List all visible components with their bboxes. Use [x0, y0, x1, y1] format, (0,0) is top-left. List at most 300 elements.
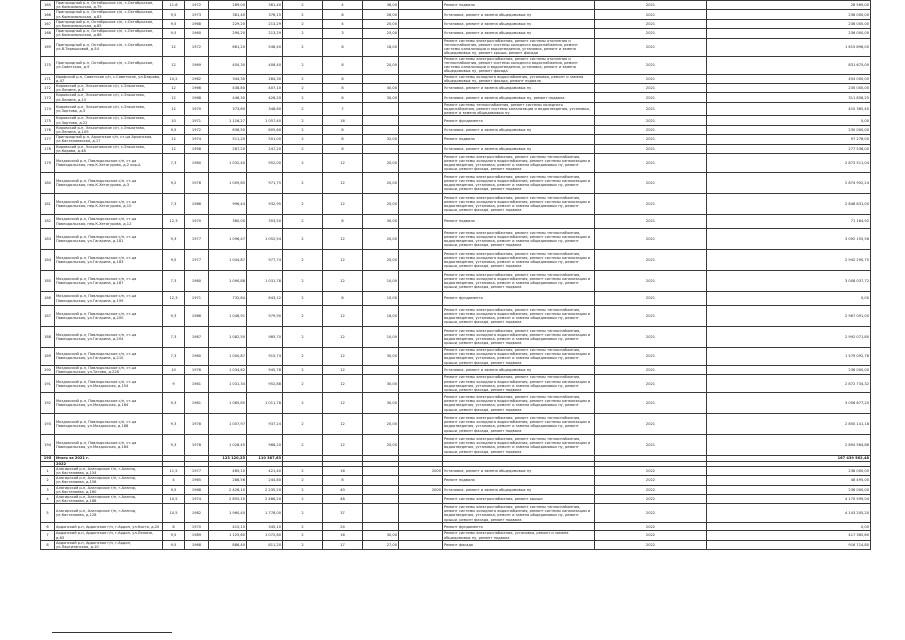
cost-cell: 48 495,00 — [707, 476, 871, 485]
floors-cell: 2 — [283, 215, 323, 229]
aux-cell — [399, 154, 443, 173]
work-type-cell: Ремонт системы электроснабжения, ремонт системы теплоснабжения, ремонт системы холодного водоснабжения, ремонт системы канализации и водоотведения, установка, ремонт и замена общедомовых пу, ремонт крыши, ремонт фасада, ремонт подвала — [443, 173, 595, 194]
work-type-cell: Ремонт системы холодного водоснабжения, установка, ремонт и замена общедомовых пу, ремонт фасада, ремонт подвала — [443, 74, 595, 83]
apartments-cell: 24 — [323, 523, 363, 531]
address-cell: Алагирский р-н, Алагирское г/п, г.Алагир, ул.Кастанаева, д.188 — [55, 494, 163, 503]
cost-cell: 3 056 677,20 — [707, 393, 871, 414]
table-row — [41, 271, 871, 292]
living-area-cell: 408,40 — [247, 56, 283, 74]
apartments-cell: 12 — [323, 365, 363, 374]
row-number: 175 — [41, 116, 55, 125]
total-area-cell: 344,30 — [209, 74, 247, 83]
cost-cell: 0,00 — [707, 116, 871, 125]
row-number: 169 — [41, 38, 55, 56]
percent-cell: 16,00 — [363, 306, 399, 327]
apartments-cell: 8 — [323, 74, 363, 83]
table-row — [41, 135, 871, 144]
percent-cell: 30,00 — [363, 348, 399, 366]
work-type-cell: Ремонт системы электроснабжения, ремонт системы теплоснабжения, ремонт системы холодного водоснабжения, ремонт системы канализации и водоотведения, установка, ремонт и замена общедомовых пу, ремонт крыши, ремонт фасада, ремонт подвала — [443, 194, 595, 215]
address-cell: Моздокский р-н, Павлодольское с/п, ст-ца Павлодольская, ул.Гагарина, д.181 — [55, 229, 163, 250]
apartments-cell: 12 — [323, 194, 363, 215]
row-number: 6 — [41, 523, 55, 531]
total-area-cell: 1 009,65 — [209, 173, 247, 194]
percent-cell: 20,00 — [363, 229, 399, 250]
floors-cell: 2 — [283, 74, 323, 83]
apartments-cell: 8 — [323, 56, 363, 74]
year-built-cell: 1978 — [185, 414, 209, 435]
year-built-cell: 1969 — [185, 56, 209, 74]
year-built-cell: 1976 — [185, 365, 209, 374]
address-cell: Кировский р-н, Эльхотовское с/п, с.Эльхотово, ул.Зортова, д.3 — [55, 102, 163, 116]
wear-cell: 7,3 — [163, 327, 185, 348]
plan-year-cell: 2022 — [595, 523, 707, 531]
floors-cell: 2 — [283, 19, 323, 28]
row-number: 193 — [41, 414, 55, 435]
year-built-cell: 1962 — [185, 74, 209, 83]
aux-cell — [399, 10, 443, 19]
cost-cell: 916 714,80 — [707, 540, 871, 549]
floors-cell: 2 — [283, 173, 323, 194]
floors-cell: 2 — [283, 84, 323, 93]
aux-cell — [399, 102, 443, 116]
plan-year-cell: 2021 — [595, 154, 707, 173]
total-area-cell: 1 032,40 — [209, 154, 247, 173]
aux-cell — [399, 93, 443, 102]
total-area-cell: 1 960,40 — [209, 504, 247, 523]
floors-cell: 2 — [283, 435, 323, 456]
row-number: 168 — [41, 29, 55, 38]
total-cost-sum: 167 439 562,48 — [707, 456, 871, 461]
percent-cell: 20,00 — [363, 19, 399, 28]
floors-cell: 2 — [283, 56, 323, 74]
living-area-cell: 244,80 — [247, 476, 283, 485]
cost-cell: 236 000,00 — [707, 19, 871, 28]
plan-year-cell: 2021 — [595, 144, 707, 153]
apartments-cell: 8 — [323, 38, 363, 56]
work-type-cell: Ремонт системы электроснабжения, ремонт системы теплоснабжения, ремонт системы холодного водоснабжения, ремонт системы канализации и водоотведения, установка, ремонт и замена общедомовых пу, ремонт крыши, ремонт фасада, ремонт подвала — [443, 154, 595, 173]
table-row — [41, 215, 871, 229]
year-built-cell: 1981 — [185, 393, 209, 414]
living-area-cell: 348,60 — [247, 102, 283, 116]
cost-cell: 2 992 071,80 — [707, 327, 871, 348]
address-cell: Ардонский р-н, Ардонское г/п, г.Ардон, ул.Партизанская, д.10 — [55, 540, 163, 549]
year-built-cell: 1989 — [185, 531, 209, 540]
living-area-cell: 811,20 — [247, 540, 283, 549]
aux-cell — [399, 435, 443, 456]
cost-cell: 71 164,92 — [707, 215, 871, 229]
total-area-cell: 996,44 — [209, 194, 247, 215]
table-row — [41, 116, 871, 125]
plan-year-cell: 2021 — [595, 93, 707, 102]
total-area-cell: 1 116,27 — [209, 116, 247, 125]
row-number: 189 — [41, 348, 55, 366]
address-cell: Пригородный р-н, Октябрьское с/п, с.Октябрьское, ул.Комсомольская, д.85 — [55, 19, 163, 28]
address-cell: Моздокский р-н, Павлодольское с/п, ст-ца Павлодольская, ул.Моздокская, д.164 — [55, 435, 163, 456]
year-built-cell: 1980 — [185, 154, 209, 173]
living-area-cell: 1 072,60 — [247, 531, 283, 540]
table-row — [41, 485, 871, 494]
year-built-cell: 1986 — [185, 306, 209, 327]
total-area-cell: 1 096,47 — [209, 229, 247, 250]
aux-cell — [399, 476, 443, 485]
plan-year-cell: 2021 — [595, 10, 707, 19]
cost-cell: 410 365,40 — [707, 102, 871, 116]
plan-year-cell: 2021 — [595, 375, 707, 393]
wear-cell: 12 — [163, 144, 185, 153]
plan-year-cell: 2022 — [595, 494, 707, 503]
wear-cell: 9,5 — [163, 485, 185, 494]
row-number: 187 — [41, 306, 55, 327]
wear-cell: 8 — [163, 523, 185, 531]
year-built-cell: 1966 — [185, 84, 209, 93]
table-row — [41, 229, 871, 250]
cost-cell: 236 000,00 — [707, 29, 871, 38]
percent-cell: 30,00 — [363, 531, 399, 540]
total-area-cell: 732,84 — [209, 292, 247, 306]
plan-year-cell: 2021 — [595, 56, 707, 74]
year-built-cell: 1968 — [185, 93, 209, 102]
year-built-cell: 1978 — [185, 435, 209, 456]
percent-cell: 20,00 — [363, 194, 399, 215]
cost-cell: 230 000,00 — [707, 84, 871, 93]
address-cell: Моздокский р-н, Павлодольское с/п, ст-ца Павлодольская, ул.Гагарина, д.200 — [55, 306, 163, 327]
living-area-cell: 952,88 — [247, 375, 283, 393]
wear-cell: 11.6 — [163, 1, 185, 10]
table-row — [41, 414, 871, 435]
living-area-cell: 1 052,54 — [247, 229, 283, 250]
apartments-cell: 16 — [323, 531, 363, 540]
work-type-cell: Ремонт фасада — [443, 540, 595, 549]
year-built-cell: 1974 — [185, 494, 209, 503]
plan-year-cell: 2022 — [595, 476, 707, 485]
cost-cell: 4 170 599,04 — [707, 494, 871, 503]
apartments-cell: 12 — [323, 229, 363, 250]
percent-cell: 20,00 — [363, 173, 399, 194]
year-built-cell: 1982 — [185, 504, 209, 523]
year-built-cell: 1970 — [185, 215, 209, 229]
cost-cell: 3 008 037,72 — [707, 271, 871, 292]
total-area-cell: 511,20 — [209, 135, 247, 144]
address-cell: Моздокский р-н, Павлодольское с/п, ст-ца Павлодольская, пер.К.Хетагурова, д.10 — [55, 194, 163, 215]
total-area-cell: 373,60 — [209, 102, 247, 116]
apartments-cell: 12 — [323, 154, 363, 173]
cost-cell: 2 850 141,18 — [707, 414, 871, 435]
cost-cell: 97 276,00 — [707, 135, 871, 144]
row-number: 195 — [41, 456, 55, 461]
row-number: 7 — [41, 531, 55, 540]
apartments-cell: 12 — [323, 393, 363, 414]
floors-cell: 2 — [283, 348, 323, 366]
floors-cell: 2 — [283, 10, 323, 19]
row-number: 5 — [41, 504, 55, 523]
total-area-cell: 636,50 — [209, 125, 247, 134]
work-type-cell: Установка, ремонт и замена общедомовых пу — [443, 19, 595, 28]
floors-cell: 2 — [283, 154, 323, 173]
cost-cell: 236 000,00 — [707, 365, 871, 374]
percent-cell: 30,00 — [363, 375, 399, 393]
address-cell: Пригородный р-н, Октябрьское с/п, с.Октябрьское, ул.Комсомольская, д.86 — [55, 29, 163, 38]
year-built-cell: 1968 — [185, 19, 209, 28]
wear-cell: 7,3 — [163, 348, 185, 366]
row-number: 183 — [41, 229, 55, 250]
wear-cell: 9,3 — [163, 306, 185, 327]
aux-cell — [399, 125, 443, 134]
percent-cell: 36,00 — [363, 1, 399, 10]
work-type-cell: Ремонт системы электроснабжения, ремонт системы теплоснабжения, ремонт системы холодного водоснабжения, ремонт системы канализации и водоотведения, установка, ремонт и замена общедомовых пу, ремонт крыши, ремонт фасада, ремонт подвала — [443, 250, 595, 271]
plan-year-cell: 2021 — [595, 348, 707, 366]
address-cell: Пригородный р-н, Октябрьское с/п, с.Октябрьское, ул.Комсомольская, д.83 — [55, 10, 163, 19]
aux-cell — [399, 74, 443, 83]
floors-cell: 2 — [283, 125, 323, 134]
table-row — [41, 250, 871, 271]
wear-cell: 9,5 — [163, 250, 185, 271]
address-cell: Кировский р-н, Эльхотовское с/п, с.Эльхотово, ул.Кирова, д.48 — [55, 144, 163, 153]
wear-cell: 9,3 — [163, 435, 185, 456]
year-built-cell: 1958 — [185, 144, 209, 153]
work-type-cell: Установка, ремонт и замена общедомовых пу — [443, 466, 595, 475]
wear-cell: 9,3 — [163, 393, 185, 414]
aux-cell: 2000 — [399, 485, 443, 494]
aux-cell — [399, 494, 443, 503]
aux-cell — [399, 271, 443, 292]
year-built-cell: 1965 — [185, 476, 209, 485]
address-cell: Моздокский р-н, Павлодольское с/п, ст-ца Павлодольская, ул.Моздокская, д.168 — [55, 414, 163, 435]
table-row — [41, 29, 871, 38]
row-number: 4 — [41, 494, 55, 503]
apartments-cell: 12 — [323, 435, 363, 456]
address-cell: Моздокский р-н, Павлодольское с/п, ст-ца Павлодольская, пер.К.Хетагурова, д.3 — [55, 173, 163, 194]
year-built-cell: 1973 — [185, 10, 209, 19]
aux-cell — [399, 135, 443, 144]
apartments-cell: 12 — [323, 250, 363, 271]
percent-cell: 18,00 — [363, 38, 399, 56]
aux-cell — [399, 56, 443, 74]
living-area-cell: 213,29 — [247, 19, 283, 28]
table-row — [41, 10, 871, 19]
row-number: 190 — [41, 365, 55, 374]
floors-cell: 2 — [283, 116, 323, 125]
aux-cell — [399, 84, 443, 93]
living-area-cell: 353,50 — [247, 215, 283, 229]
total-area-cell: 381,40 — [209, 10, 247, 19]
aux-cell — [399, 375, 443, 393]
plan-year-cell: 2021 — [595, 74, 707, 83]
year-built-cell: 1987 — [185, 327, 209, 348]
living-area-cell: 1 031,78 — [247, 271, 283, 292]
wear-cell: 12,3 — [163, 292, 185, 306]
table-row — [41, 74, 871, 83]
table-row — [41, 494, 871, 503]
floors-cell: 2 — [283, 414, 323, 435]
wear-cell: 7,3 — [163, 194, 185, 215]
wear-cell: 7,3 — [163, 271, 185, 292]
table-row — [41, 194, 871, 215]
total-area-cell: 661,20 — [209, 38, 247, 56]
wear-cell: 12 — [163, 93, 185, 102]
table-row — [41, 84, 871, 93]
cost-cell: 236 000,00 — [707, 485, 871, 494]
apartments-cell: 12 — [323, 271, 363, 292]
aux-cell — [399, 19, 443, 28]
total-area-cell: 415,15 — [209, 523, 247, 531]
floors-cell: 2 — [283, 29, 323, 38]
living-area-cell: 1 778,00 — [247, 504, 283, 523]
row-number: 184 — [41, 250, 55, 271]
floors-cell: 2 — [283, 540, 323, 549]
wear-cell: 9 — [163, 375, 185, 393]
living-area-cell: 977,74 — [247, 250, 283, 271]
wear-cell: 10,5 — [163, 494, 185, 503]
total-area-cell: 1 034,62 — [209, 365, 247, 374]
work-type-cell: Ремонт системы электроснабжения, ремонт системы теплоснабжения, ремонт системы холодного водоснабжения, ремонт системы канализации и водоотведения, установка, ремонт и замена общедомовых пу, ремонт крыши, ремонт фасада, ремонт подвала — [443, 306, 595, 327]
plan-year-cell: 2021 — [595, 215, 707, 229]
year-built-cell: 1972 — [185, 38, 209, 56]
cost-cell: 3 092 155,56 — [707, 229, 871, 250]
year-built-cell: 1968 — [185, 540, 209, 549]
living-area-cell: 345,10 — [247, 523, 283, 531]
row-number: 173 — [41, 93, 55, 102]
plan-year-cell: 2021 — [595, 38, 707, 56]
floors-cell: 2 — [283, 306, 323, 327]
total-area-cell: 1 000,87 — [209, 348, 247, 366]
floors-cell: 2 — [283, 271, 323, 292]
percent-cell — [363, 125, 399, 134]
floors-cell: 2 — [283, 375, 323, 393]
table-row — [41, 393, 871, 414]
percent-cell: 20,00 — [363, 414, 399, 435]
floors-cell: 2 — [283, 485, 323, 494]
work-type-cell: Установка, ремонт и замена общедомовых пу — [443, 10, 595, 19]
living-area-cell: 971,75 — [247, 173, 283, 194]
wear-cell: 9,5 — [163, 125, 185, 134]
row-number: 165 — [41, 1, 55, 10]
plan-year-cell: 2021 — [595, 1, 707, 10]
living-area-cell: 945,78 — [247, 365, 283, 374]
apartments-cell: 48 — [323, 494, 363, 503]
work-type-cell: Ремонт системы электроснабжения, ремонт системы отопления и теплоснабжения, ремонт системы холодного водоснабжения, ремонт системы канализации и водоотведения, установка, ремонт и замена общедомовых пу, ремонт крыши, ремонт фасада — [443, 38, 595, 56]
percent-cell — [363, 504, 399, 523]
percent-cell — [363, 116, 399, 125]
work-type-cell: Ремонт системы электроснабжения, ремонт крыши — [443, 494, 595, 503]
address-cell: Моздокский р-н, Павлодольское с/п, ст-ца Павлодольская, ул.Титова, д.228 — [55, 365, 163, 374]
cost-cell: 236 000,00 — [707, 466, 871, 475]
address-cell: Ирафский р-н, Советское с/п, с.Советское, ул.Бзарова, д.47 — [55, 74, 163, 83]
floors-cell: 2 — [283, 194, 323, 215]
living-area-cell: 546,40 — [247, 38, 283, 56]
year-built-cell: 1970 — [185, 102, 209, 116]
address-cell: Пригородный р-н, Октябрьское с/п, с.Октябрьское, ул.В.Терешковой, д.54 — [55, 38, 163, 56]
apartments-cell: 12 — [323, 414, 363, 435]
total-area-cell: 286,56 — [209, 476, 247, 485]
aux-cell — [399, 229, 443, 250]
plan-year-cell: 2022 — [595, 485, 707, 494]
footer-rule — [52, 632, 172, 633]
row-number: 2 — [41, 476, 55, 485]
address-cell: Ардонский р-н, Ардонское г/п, г.Ардон, ул.Коста, д.20 — [55, 523, 163, 531]
living-area-cell: 376,15 — [247, 10, 283, 19]
work-type-cell: Установка, ремонт и замена общедомовых пу — [443, 144, 595, 153]
plan-year-cell: 2021 — [595, 306, 707, 327]
year-built-cell: 1980 — [185, 271, 209, 292]
cost-cell: 2 874 952,24 — [707, 173, 871, 194]
total-area-cell: 1 085,85 — [209, 393, 247, 414]
plan-year-cell: 2021 — [595, 125, 707, 134]
apartments-cell: 8 — [323, 292, 363, 306]
total-area-cell: 450,30 — [209, 56, 247, 74]
work-type-cell: Ремонт системы электроснабжения, ремонт системы теплоснабжения, ремонт системы холодного водоснабжения, ремонт системы канализации и водоотведения, установка, ремонт и замена общедомовых пу, ремонт крыши, ремонт фасада, ремонт подвала — [443, 414, 595, 435]
wear-cell: 10,2 — [163, 74, 185, 83]
floors-cell: 2 — [283, 466, 323, 475]
aux-cell — [399, 38, 443, 56]
table-row — [41, 365, 871, 374]
floors-cell: 2 — [283, 494, 323, 503]
apartments-cell: 12 — [323, 348, 363, 366]
wear-cell: 10 — [163, 116, 185, 125]
work-type-cell: Ремонт системы теплоснабжения, ремонт системы холодного водоснабжения, ремонт системы канализации и водоотведения, установка, ремонт и замена общедомовых пу — [443, 102, 595, 116]
work-type-cell: Ремонт подвала — [443, 215, 595, 229]
year-built-cell: 1980 — [185, 348, 209, 366]
row-number: 8 — [41, 540, 55, 549]
wear-cell: 10,5 — [163, 504, 185, 523]
row-number: 1 — [41, 466, 55, 475]
wear-cell: 12 — [163, 135, 185, 144]
plan-year-cell: 2021 — [595, 271, 707, 292]
work-type-cell: Ремонт системы электроснабжения, ремонт системы теплоснабжения, ремонт системы холодного водоснабжения, ремонт системы канализации и водоотведения, установка, ремонт и замена общедомовых пу, ремонт крыши, ремонт фасада, ремонт подвала — [443, 229, 595, 250]
wear-cell: 12 — [163, 38, 185, 56]
percent-cell — [363, 365, 399, 374]
living-area-cell: 2 235,20 — [247, 485, 283, 494]
work-type-cell: Ремонт системы электроснабжения, ремонт системы теплоснабжения, ремонт системы холодного водоснабжения, ремонт системы канализации и водоотведения, установка, ремонт и замена общедомовых пу, ремонт крыши, ремонт фасада, ремонт подвала — [443, 393, 595, 414]
table-row — [41, 154, 871, 173]
plan-year-cell: 2021 — [595, 327, 707, 348]
percent-cell: 26,00 — [363, 10, 399, 19]
apartments-cell: 7 — [323, 102, 363, 116]
apartments-cell: 17 — [323, 540, 363, 549]
wear-cell: 12,3 — [163, 215, 185, 229]
apartments-cell: 16 — [323, 116, 363, 125]
living-area-sum: 110 387,63 — [247, 456, 283, 461]
living-area-cell: 426,20 — [247, 93, 283, 102]
address-cell: Моздокский р-н, Павлодольское с/п, ст-ца Павлодольская, ул.Гагарина, д.187 — [55, 271, 163, 292]
year-built-cell: 1960 — [185, 29, 209, 38]
living-area-cell: 284,30 — [247, 74, 283, 83]
total-area-cell: 229,20 — [209, 19, 247, 28]
floors-cell: 2 — [283, 523, 323, 531]
row-number: 179 — [41, 154, 55, 173]
row-number: 181 — [41, 194, 55, 215]
address-cell: Алагирский р-н, Алагирское г/п, г.Алагир, ул.Кастанаева, д.128 — [55, 504, 163, 523]
total-area-cell: 1 090,88 — [209, 271, 247, 292]
year-built-cell: 1971 — [185, 292, 209, 306]
address-cell: Алагирский р-н, Алагирское г/п, г.Алагир, ул.Кастанаева, д.156 — [55, 476, 163, 485]
plan-year-cell: 2021 — [595, 173, 707, 194]
total-area-sum: 123 120,25 — [209, 456, 247, 461]
wear-cell: 9,5 — [163, 29, 185, 38]
table-row — [41, 476, 871, 485]
row-number: 186 — [41, 292, 55, 306]
living-area-cell: 1 057,40 — [247, 116, 283, 125]
aux-cell — [399, 365, 443, 374]
total-area-cell: 1 125,60 — [209, 531, 247, 540]
table-row — [41, 38, 871, 56]
address-cell: Моздокский р-н, Павлодольское с/п, ст-ца Павлодольская, ул.Гагарина, д.183 — [55, 250, 163, 271]
cost-cell: 2 872 734,32 — [707, 375, 871, 393]
address-cell: Кировский р-н, Эльхотовское с/п, с.Эльхотово, ул.Ленина, д.109 — [55, 125, 163, 134]
row-number: 194 — [41, 435, 55, 456]
cost-cell: 236 000,00 — [707, 10, 871, 19]
living-area-cell: 247,20 — [247, 144, 283, 153]
apartments-cell: 8 — [323, 93, 363, 102]
